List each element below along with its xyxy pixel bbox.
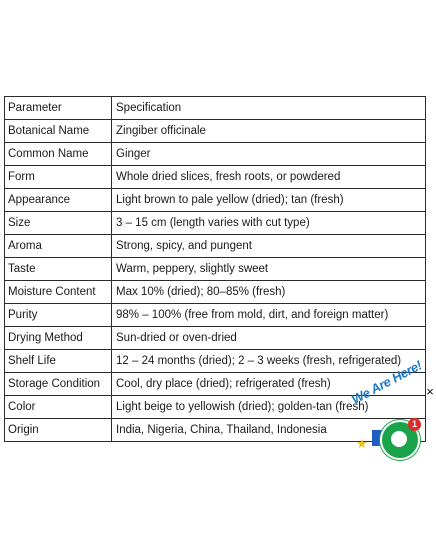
parameter-cell: Moisture Content bbox=[5, 281, 112, 304]
parameter-cell: Size bbox=[5, 212, 112, 235]
parameter-cell: Purity bbox=[5, 304, 112, 327]
chat-bubble-inner bbox=[391, 431, 407, 447]
specification-cell: Max 10% (dried); 80–85% (fresh) bbox=[112, 281, 426, 304]
close-chat-widget-button[interactable]: × bbox=[426, 384, 434, 399]
table-row bbox=[5, 327, 426, 350]
notification-badge: 1 bbox=[408, 418, 421, 431]
parameter-cell: Storage Condition bbox=[5, 373, 112, 396]
specification-cell: Sun-dried or oven-dried bbox=[112, 327, 426, 350]
parameter-cell: Appearance bbox=[5, 189, 112, 212]
specification-cell: Light brown to pale yellow (dried); tan (fresh) bbox=[112, 189, 426, 212]
table-row bbox=[5, 350, 426, 373]
table-row bbox=[5, 304, 426, 327]
table-row bbox=[5, 212, 426, 235]
specification-cell: 98% – 100% (free from mold, dirt, and foreign matter) bbox=[112, 304, 426, 327]
specification-cell: Strong, spicy, and pungent bbox=[112, 235, 426, 258]
specification-cell: Zingiber officinale bbox=[112, 120, 426, 143]
table-row bbox=[5, 120, 426, 143]
parameter-cell: Form bbox=[5, 166, 112, 189]
parameter-cell: Taste bbox=[5, 258, 112, 281]
table-row bbox=[5, 97, 426, 120]
parameter-cell: Botanical Name bbox=[5, 120, 112, 143]
specification-cell: Whole dried slices, fresh roots, or powdered bbox=[112, 166, 426, 189]
specification-cell: India, Nigeria, China, Thailand, Indonesia bbox=[112, 419, 426, 442]
table-row bbox=[5, 189, 426, 212]
parameter-cell: Aroma bbox=[5, 235, 112, 258]
table-row bbox=[5, 235, 426, 258]
parameter-cell: Color bbox=[5, 396, 112, 419]
specification-cell: Light beige to yellowish (dried); golden-tan (fresh) bbox=[112, 396, 426, 419]
specification-cell: 12 – 24 months (dried); 2 – 3 weeks (fresh, refrigerated) bbox=[112, 350, 426, 373]
parameter-cell: Drying Method bbox=[5, 327, 112, 350]
parameter-cell: Origin bbox=[5, 419, 112, 442]
chat-banner-text: We Are Here! bbox=[348, 357, 425, 407]
parameter-cell: Parameter bbox=[5, 97, 112, 120]
specification-cell: Cool, dry place (dried); refrigerated (fresh) bbox=[112, 373, 426, 396]
specification-cell: Specification bbox=[112, 97, 426, 120]
table-row bbox=[5, 258, 426, 281]
chat-widget[interactable] bbox=[348, 357, 435, 452]
table-row bbox=[5, 143, 426, 166]
table-row bbox=[5, 281, 426, 304]
table-row bbox=[5, 166, 426, 189]
specification-cell: Warm, peppery, slightly sweet bbox=[112, 258, 426, 281]
parameter-cell: Common Name bbox=[5, 143, 112, 166]
specification-cell: 3 – 15 cm (length varies with cut type) bbox=[112, 212, 426, 235]
parameter-cell: Shelf Life bbox=[5, 350, 112, 373]
specification-cell: Ginger bbox=[112, 143, 426, 166]
star-icon: ★ bbox=[356, 436, 368, 451]
